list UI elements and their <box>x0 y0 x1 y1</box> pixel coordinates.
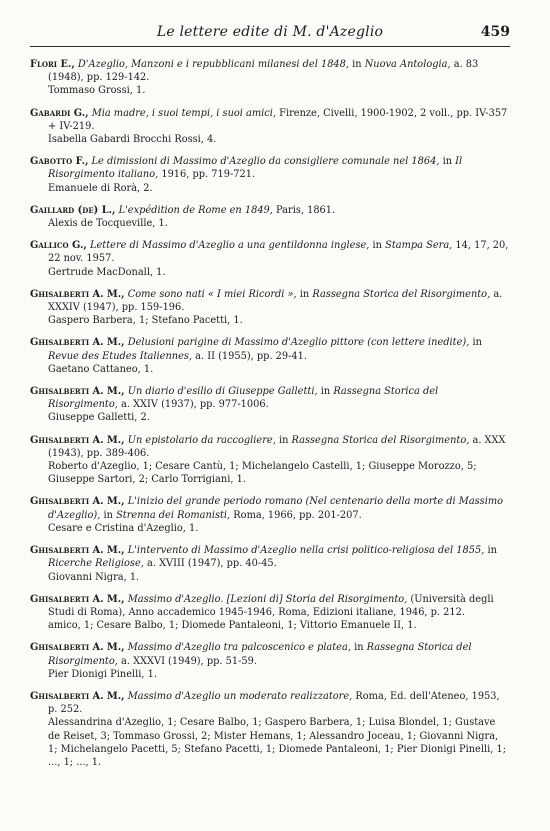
author: Ghisalberti A. M., <box>30 642 125 654</box>
venue: Stampa Sera, <box>385 240 453 252</box>
author: Ghisalberti A. M., <box>30 690 125 702</box>
venue: Rassegna Storica del Risorgimento, <box>48 642 472 667</box>
correspondents: Gaetano Cattaneo, 1. <box>48 363 154 375</box>
publication-details: Firenze, Civelli, 1900-1902, 2 voll., pp. IV-357 + IV-219. <box>48 107 508 132</box>
work-title: Delusioni parigine di Massimo d'Azeglio pittore (con lettere inedite), <box>127 337 470 349</box>
venue-prefix: in <box>487 545 497 557</box>
bibliography-entry <box>30 495 510 535</box>
bibliography-entry <box>30 107 510 147</box>
citation <box>30 385 510 411</box>
venue: Rassegna Storica del Risorgimento, <box>291 434 470 446</box>
venue-prefix: in <box>442 156 453 168</box>
bibliography-entry <box>30 58 510 98</box>
publication-details: a. 83 (1948), pp. 129-142. <box>48 59 479 84</box>
publication-details: a. XXXIV (1947), pp. 159-196. <box>48 288 503 314</box>
bibliography-list <box>30 58 510 778</box>
publication-details: (Università degli Studi di Roma), Anno accademico 1945-1946, Roma, Edizioni italiane, 1946, p. 212. <box>48 593 494 618</box>
author: Flori E., <box>30 59 75 70</box>
publication-details: Paris, 1861. <box>276 204 336 216</box>
publication-details: 1916, pp. 719-721. <box>161 169 256 181</box>
bibliography-entry <box>30 204 510 230</box>
bibliography-entry <box>30 288 510 328</box>
venue-prefix: in <box>103 509 113 521</box>
citation <box>30 58 510 84</box>
correspondents: amico, 1; Cesare Balbo, 1; Diomede Pantaleoni, 1; Vittorio Emanuele II, 1. <box>48 620 417 632</box>
work-title: Le dimissioni di Massimo d'Azeglio da consigliere comunale nel 1864, <box>91 156 440 168</box>
publication-details: a. XXIV (1937), pp. 977-1006. <box>121 399 269 411</box>
author: Ghisalberti A. M., <box>30 545 125 557</box>
correspondents: Giovanni Nigra, 1. <box>48 571 140 583</box>
author: Ghisalberti A. M., <box>30 386 125 398</box>
author: Ghisalberti A. M., <box>30 496 125 508</box>
citation <box>30 288 510 314</box>
work-title: Massimo d'Azeglio un moderato realizzatore, <box>127 690 353 702</box>
author: Gabotto F., <box>30 156 89 168</box>
work-title: Lettere di Massimo d'Azeglio a una gentildonna inglese, <box>89 240 370 252</box>
citation <box>30 495 510 521</box>
venue-prefix: in <box>472 337 482 349</box>
correspondents: Roberto d'Azeglio, 1; Cesare Cantù, 1; Michelangelo Castelli, 1; Giuseppe Morozzo, 5; Giuseppe Sartori, 2; Carlo Torrigiani, 1. <box>48 461 477 486</box>
bibliography-entry <box>30 544 510 584</box>
bibliography-entry <box>30 239 510 279</box>
work-title: Come sono nati « I miei Ricordi », <box>127 288 297 300</box>
author: Gaillard (de) L., <box>30 204 116 216</box>
publication-details: a. XXXVI (1949), pp. 51-59. <box>121 655 257 667</box>
work-title: Mia madre, i suoi tempi, i suoi amici, <box>91 107 277 119</box>
correspondents: Tommaso Grossi, 1. <box>48 85 146 97</box>
work-title: Massimo d'Azeglio tra palcoscenico e platea, <box>127 642 351 654</box>
author: Ghisalberti A. M., <box>30 288 125 300</box>
correspondents: Isabella Gabardi Brocchi Rossi, 4. <box>48 134 217 146</box>
publication-details: a. II (1955), pp. 29-41. <box>195 350 308 362</box>
author: Ghisalberti A. M., <box>30 337 125 349</box>
citation <box>30 107 510 133</box>
work-title: L'intervento di Massimo d'Azeglio nella crisi politico-religiosa del 1855, <box>127 545 485 557</box>
page-header <box>30 22 510 47</box>
publication-details: Roma, 1966, pp. 201-207. <box>233 509 362 521</box>
publication-details: a. XXX (1943), pp. 389-406. <box>48 434 506 459</box>
bibliography-entry <box>30 434 510 487</box>
venue-prefix: in <box>320 386 331 398</box>
bibliography-entry <box>30 641 510 681</box>
citation <box>30 690 510 716</box>
work-title: D'Azeglio, Manzoni e i repubblicani milanesi del 1848, <box>77 59 350 70</box>
publication-details: Roma, Ed. dell'Ateneo, 1953, p. 252. <box>48 690 500 716</box>
venue: Ricerche Religiose, <box>48 558 144 570</box>
publication-details: 14, 17, 20, 22 nov. 1957. <box>48 240 509 265</box>
correspondents: Emanuele di Rorà, 2. <box>48 182 153 194</box>
bibliography-entry <box>30 385 510 425</box>
venue-prefix: in <box>278 434 289 446</box>
work-title: L'inizio del grande periodo romano (Nel centenario della morte di Massimo d'Azeglio), <box>48 496 504 521</box>
venue: Rassegna Storica del Risorgimento, <box>312 288 491 300</box>
venue-prefix: in <box>352 59 362 70</box>
venue: Nuova Antologia, <box>364 59 451 70</box>
citation <box>30 593 510 619</box>
work-title: L'expédition de Rome en 1849, <box>118 204 273 216</box>
citation <box>30 204 510 217</box>
correspondents: Cesare e Cristina d'Azeglio, 1. <box>48 522 199 534</box>
correspondents: Alessandrina d'Azeglio, 1; Cesare Balbo, 1; Gaspero Barbera, 1; Luisa Blondel, 1; Gustave de Reiset, 3; Tommaso Grossi, 2; Mister Hemans, 1; Alessandro Joceau, 1; Giovanni Nigra, 1; Michelangelo Pacetti, 5; Stefano Pacetti, 1; Diomede Pantaleoni, 1; Pier Dionigi Pinelli, 1; ..., 1; ..., 1. <box>48 717 507 768</box>
bibliography-entry <box>30 155 510 195</box>
venue: Il Risorgimento italiano, <box>48 156 463 181</box>
correspondents: Pier Dionigi Pinelli, 1. <box>48 668 157 680</box>
correspondents: Gertrude MacDonall, 1. <box>48 266 166 278</box>
citation <box>30 544 510 570</box>
venue: Strenna dei Romanisti, <box>116 509 231 521</box>
bibliography-entry <box>30 593 510 633</box>
citation <box>30 155 510 181</box>
bibliography-entry <box>30 690 510 769</box>
correspondents: Giuseppe Galletti, 2. <box>48 412 150 424</box>
venue: Revue des Etudes Italiennes, <box>48 350 193 362</box>
correspondents: Gaspero Barbera, 1; Stefano Pacetti, 1. <box>48 315 243 327</box>
work-title: Un epistolario da raccogliere, <box>127 434 276 446</box>
correspondents: Alexis de Tocqueville, 1. <box>48 218 168 230</box>
venue-prefix: in <box>372 240 382 252</box>
page-number: 459 <box>480 24 510 40</box>
bibliography-entry <box>30 336 510 376</box>
author: Gabardi G., <box>30 107 89 119</box>
publication-details: a. XVIII (1947), pp. 40-45. <box>147 558 277 570</box>
author: Ghisalberti A. M., <box>30 434 125 446</box>
citation <box>30 239 510 265</box>
venue-prefix: in <box>299 288 310 300</box>
citation <box>30 336 510 362</box>
citation <box>30 641 510 667</box>
work-title: Massimo d'Azeglio. [Lezioni di] Storia del Risorgimento, <box>127 593 408 605</box>
running-title: Le lettere edite di M. d'Azeglio <box>156 24 384 40</box>
venue-prefix: in <box>354 642 364 654</box>
author: Gallico G., <box>30 240 87 252</box>
work-title: Un diario d'esilio di Giuseppe Galletti, <box>127 386 318 398</box>
author: Ghisalberti A. M., <box>30 593 125 605</box>
citation <box>30 434 510 460</box>
venue: Rassegna Storica del Risorgimento, <box>48 386 439 411</box>
